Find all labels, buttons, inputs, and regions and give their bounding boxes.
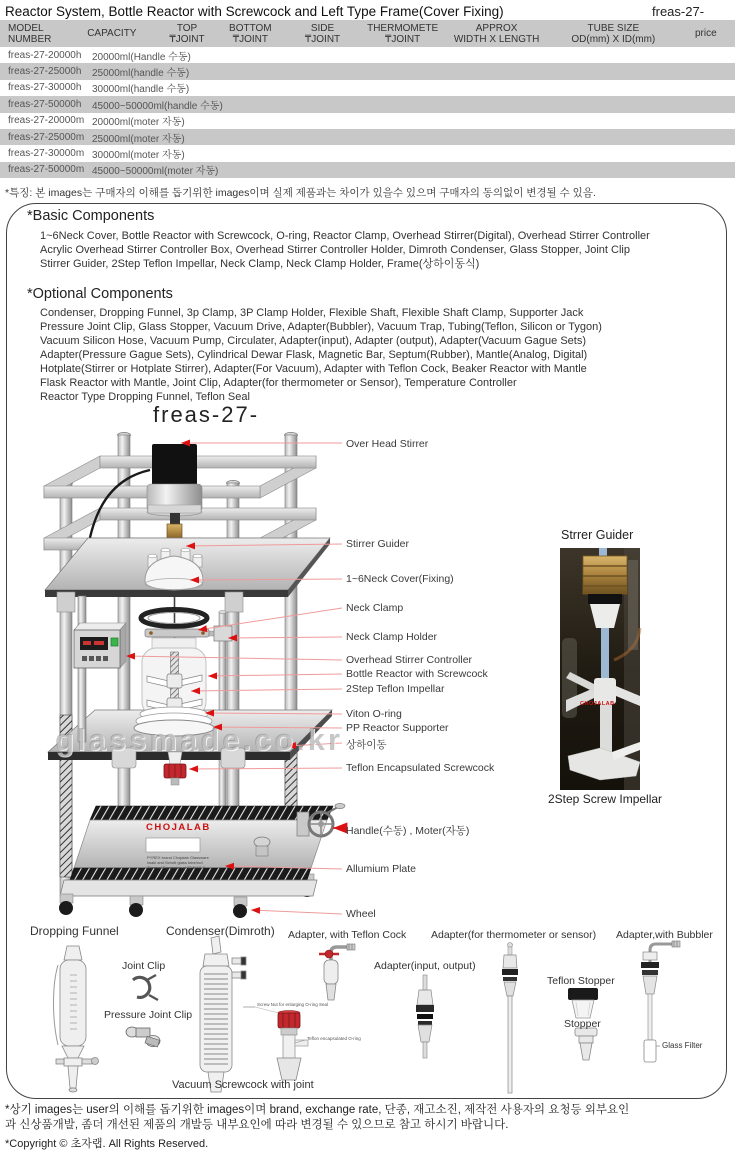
footer-line1: *상기 images는 user의 이해를 돕기위한 images이며 brand, exchange rate, 단종, 재고소진, 제작전 사용자의 요청등 외부요인 (5, 1104, 630, 1116)
label-glass-filter: Glass Filter (662, 1041, 703, 1050)
stirrer-guider-photo (560, 548, 640, 790)
table-row: freas-27-25000m 25000ml(moter 자동) (0, 129, 735, 145)
label-adapter-teflon-cock: Adapter, with Teflon Cock (288, 929, 407, 941)
table-row: freas-27-25000h 25000ml(handle 수동) (0, 63, 735, 79)
col-header-approx: APPROX WIDTH X LENGTH (453, 22, 540, 45)
label-over-head-stirrer: Over Head Stirrer (346, 438, 429, 450)
label-pp-supporter: PP Reactor Supporter (346, 722, 449, 734)
plate-note-text: PYREX brand Chojalab Glassware Iwaki and Schott glass tube/rod Thermal Expansion at 32.5x10-7 (147, 855, 209, 870)
table-row: freas-27-50000m 45000~50000ml(moter 자동) (0, 162, 735, 178)
label-handle-moter: Handle(수동) , Moter(자동) (346, 825, 470, 837)
label-updown: 상하이동 (346, 739, 387, 751)
label-neck-clamp-holder: Neck Clamp Holder (346, 631, 438, 643)
watermark: glassmade.co.kr (55, 722, 343, 757)
adapter-thermo-drawing (502, 943, 518, 1094)
label-neck-cover: 1~6Neck Cover(Fixing) (346, 573, 454, 585)
wheels (59, 894, 247, 918)
table-row: freas-27-50000h 45000~50000ml(handle 수동) (0, 96, 735, 112)
label-condenser: Condenser(Dimroth) (166, 924, 275, 938)
base-assembly (60, 806, 333, 896)
label-aluminum-plate: Allumium Plate (346, 863, 417, 875)
photo-title: Strrer Guider (561, 528, 634, 542)
feature-note: *특징: 본 images는 구매자의 이해를 돕기위한 images이며 실제 제품과는 차이가 있을수 있으며 구매자의 동의없이 변경될 수 있음. (5, 187, 596, 199)
optional-components-text: Condenser, Dropping Funnel, 3p Clamp, 3P Clamp Holder, Flexible Shaft, Flexible Shaft Clamp, Supporter Jack Pressure Joint Clip, Glass Stopper, Vacuum Drive, Adapter(Bubbler), Vacuum Trap, Tubing(Teflon, Silicon or Tygon) Vacuum Silicon Hose, Vacuum Pump, Circulater, Adapter(input), Adapter (output), Adapter(Vacuum Gague Sets) Adapter(Pressure Gague Sets), Cylindrical Dewar Flask, Magnetic Bar, Septum(Rubber), Mantle(Analog, Digital) Hotplate(Stirrer or Hotplate Stirrer), Adapter(For Vacuum), Adapter with Teflon Cock, Beaker Reactor with Mantle Flask Reactor with Mantle, Joint Clip, Adapter(for thermometer or Sensor), Temperature Controller Reactor Type Dropping Funnel, Teflon Seal (40, 307, 602, 403)
plate-label-box (146, 838, 200, 852)
adapter-teflon-cock-drawing (319, 944, 355, 1000)
footer-line2: 과 신상품개발, 좀더 개선된 제품의 개발등 내부요인에 따라 변경될 수 있으므로 참고 하시기 바랍니다. (5, 1119, 509, 1131)
joint-clip-drawing (133, 975, 158, 1000)
col-header-price: price (694, 28, 717, 39)
label-wheel: Wheel (346, 908, 376, 920)
copyright: *Copyright © 초자랩. All Rights Reserved. (5, 1138, 209, 1150)
stopper-drawing (575, 1028, 597, 1060)
table-row: freas-27-30000m 30000ml(moter 자동) (8, 148, 185, 162)
col-header-tube-size: TUBE SIZE OD(mm) X ID(mm) (571, 22, 656, 45)
label-pressure-joint-clip: Pressure Joint Clip (104, 1009, 193, 1021)
label-adapter-thermo: Adapter(for thermometer or sensor) (431, 929, 597, 941)
label-teflon-impellar: 2Step Teflon Impellar (346, 683, 445, 695)
table-row: freas-27-20000h 20000ml(Handle 수동) (8, 49, 191, 63)
label-bottle-reactor: Bottle Reactor with Screwcock (346, 668, 488, 680)
table-row: freas-27-20000m 20000ml(moter 자동) (8, 115, 185, 129)
teflon-stopper-drawing (568, 988, 598, 1018)
label-dropping-funnel: Dropping Funnel (30, 924, 119, 938)
label-neck-clamp: Neck Clamp (346, 602, 404, 614)
col-header-bottom-joint: BOTTOM ₸JOINT (229, 22, 272, 45)
diagram-model-code: freas-27- (153, 402, 260, 427)
label-teflon-screwcock: Teflon Encapsulated Screwcock (346, 762, 495, 774)
label-stirrer-guider: Stirrer Guider (346, 538, 410, 550)
label-teflon-stopper: Teflon Stopper (547, 975, 615, 987)
col-header-model: MODEL NUMBER (8, 22, 52, 45)
label-overhead-stirrer-controller: Overhead Stirrer Controller (346, 654, 473, 666)
table-row: freas-27-30000h 30000ml(handle 수동) (8, 82, 190, 96)
basic-components-text: 1~6Neck Cover, Bottle Reactor with Screwcock, O-ring, Reactor Clamp, Overhead Stirrer(Digital), Overhead Stirrer Controller Acrylic Overhead Stirrer Controller Box, Overhead Stirrer Controller Holder, Dimroth Condenser, Glass Stopper, Joint Clip Stirrer Guider, 2Step Teflon Impellar, Neck Clamp, Neck Clamp Holder, Frame(상하이동식) (40, 230, 650, 270)
basic-components-title: *Basic Components (27, 208, 155, 224)
col-header-side-joint: SIDE ₸JOINT (304, 22, 341, 45)
vacuum-screwcock-drawing (243, 1007, 308, 1080)
photo-caption: 2Step Screw Impellar (548, 792, 663, 806)
plate-brand-text: CHOJALAB (146, 822, 211, 833)
page-title: Reactor System, Bottle Reactor with Screwcock and Left Type Frame(Cover Fixing) (5, 4, 504, 19)
optional-components-title: *Optional Components (27, 286, 173, 302)
label-vacuum-screwcock: Vacuum Screwcock with joint (172, 1079, 314, 1091)
col-header-top-joint: TOP ₸JOINT (169, 22, 205, 45)
photo-brand-text: CHOJALAB (580, 701, 615, 707)
label-viton-oring: Viton O-ring (346, 708, 402, 720)
col-header-thermometer-joint: THERMOMETE ₸JOINT (367, 22, 439, 45)
adapter-io-drawing (416, 975, 434, 1058)
label-joint-clip: Joint Clip (122, 960, 166, 972)
label-screw-nut-note: Screw Nut for enlarging O-ring Seal (257, 1002, 329, 1007)
label-teflon-oring-note: Teflon encapsulated O-ring (307, 1036, 361, 1041)
label-adapter-io: Adapter(input, output) (374, 960, 476, 972)
label-stopper: Stopper (564, 1018, 601, 1030)
dropping-funnel-drawing (54, 946, 99, 1092)
col-header-capacity: CAPACITY (87, 28, 137, 39)
model-code: freas-27- (652, 4, 705, 19)
label-adapter-bubbler: Adapter,with Bubbler (616, 929, 713, 941)
condenser-drawing (200, 936, 246, 1092)
pressure-joint-clip-drawing (126, 1027, 160, 1047)
